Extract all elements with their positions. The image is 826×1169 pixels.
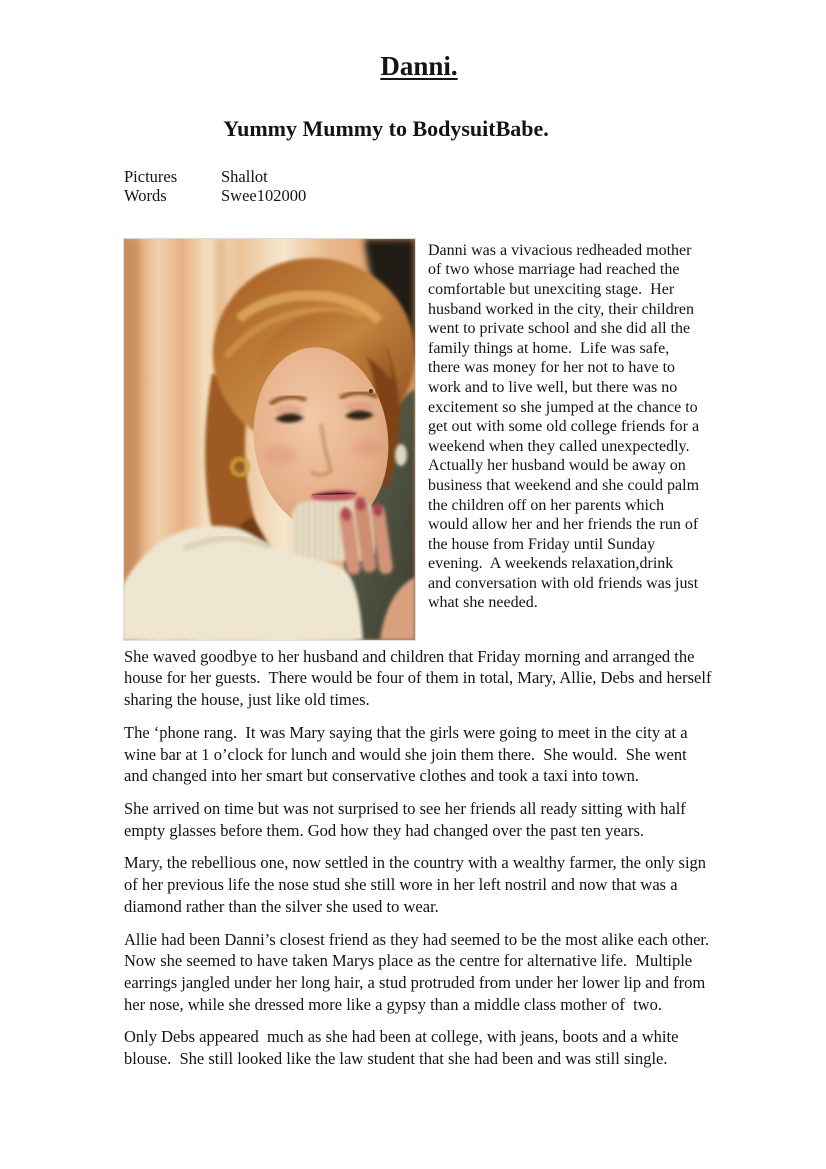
- page-title: Danni.: [380, 51, 458, 81]
- credit-label-pictures: Pictures: [124, 166, 178, 186]
- body-paragraph: She arrived on time but was not surprised to see her friends all ready sitting with half empty glasses before them. God how they had changed over the past ten years.: [124, 799, 690, 840]
- subtitle-text: Yummy Mummy to BodysuitBabe: [223, 116, 544, 142]
- credits-block: [124, 167, 714, 206]
- credit-row-pictures: [124, 167, 714, 187]
- page-subtitle: [91, 116, 681, 142]
- body-paragraph: Allie had been Danni’s closest friend as they had seemed to be the most alike each other. Now she seemed to have taken Marys place as the centre for alternative life. Multiple earrings jangled under her long hair, a stud protruded from under her lower lip and from her nose, while she dressed more like a gypsy than a middle class mother of two.: [124, 929, 718, 1014]
- body-paragraph: Only Debs appeared much as she had been at college, with jeans, boots and a white blouse. She still looked like the law student that she had been and was still single.: [124, 1027, 683, 1069]
- photo-and-intro-row: [124, 239, 714, 640]
- credit-row-words: [124, 186, 714, 206]
- subtitle-period: .: [543, 116, 549, 142]
- body-paragraph: Mary, the rebellious one, now settled in the country with a wealthy farmer, the only sign of her previous life the nose stud she still wore in her left nostril and now that was a diamond rather than the silver she used to wear.: [124, 853, 711, 916]
- body-paragraph: She waved goodbye to her husband and children that Friday morning and arranged the house for her guests. There would be four of them in total, Mary, Allie, Debs and herself sharing the house, just like old times.: [124, 646, 716, 710]
- body-paragraph: The ‘phone rang. It was Mary saying that the girls were going to meet in the city at a wine bar at 1 o’clock for lunch and would she join them there. She would. She went and changed into her smart but conservative clothes and took a taxi into town.: [124, 722, 692, 786]
- intro-paragraph: Danni was a vivacious redheaded mother of two whose marriage had reached the comfortable but unexciting stage. Her husband worked in the city, their children went to private school and she did all the family things at home. Life was safe, there was money for her not to have to work and to live well, but there was no excitement so she jumped at the chance to get out with some old college friends for a weekend when they called unexpectedly. Actually her husband would be away on business that weekend and she could palm the children off on her parents which would allow her and her friends the run of the house from Friday until Sunday evening. A weekends relaxation,drink and conversation with old friends was just what she needed.: [428, 241, 704, 612]
- credit-label-words: Words: [124, 186, 167, 206]
- danni-portrait-photo: [124, 239, 415, 640]
- credit-value-words: Swee102000: [221, 186, 307, 206]
- credit-value-pictures: Shallot: [221, 166, 268, 186]
